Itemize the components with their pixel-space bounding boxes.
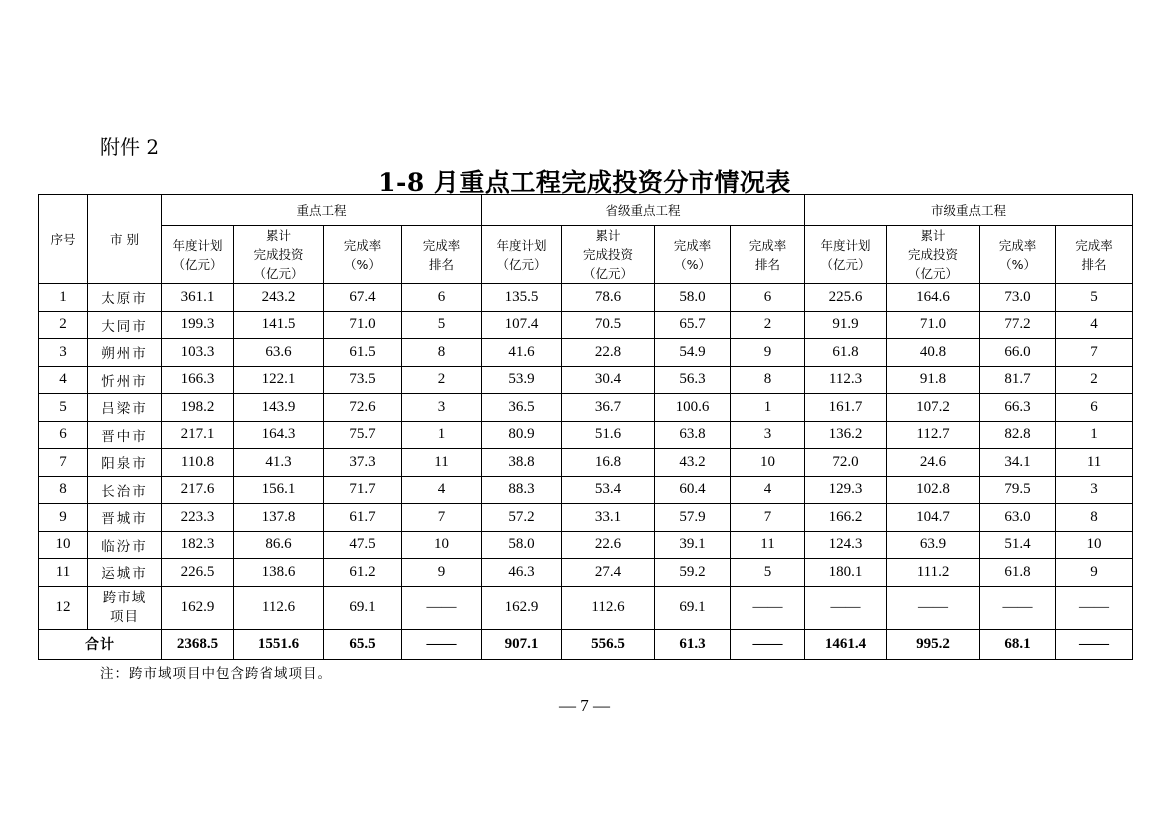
- row-index: 10: [39, 531, 88, 559]
- subheader-line: 完成投资: [908, 247, 959, 262]
- cell-completion-rate: 73.0: [980, 284, 1056, 312]
- cell-completion-rank: 7: [402, 504, 482, 532]
- cell-annual-plan: 72.0: [805, 449, 887, 477]
- cell-completion-rank: 5: [731, 559, 805, 587]
- cell-completion-rank: 7: [731, 504, 805, 532]
- cell-annual-plan: 38.8: [482, 449, 562, 477]
- cell-completion-rate: 73.5: [324, 366, 402, 394]
- cell-completion-rate: 39.1: [655, 531, 731, 559]
- cell-completion-rank: 8: [1056, 504, 1133, 532]
- cell-annual-plan: 112.3: [805, 366, 887, 394]
- cell-annual-plan: 91.9: [805, 311, 887, 339]
- cell-completion-rank: 10: [402, 531, 482, 559]
- cell-completion-rank: 1: [1056, 421, 1133, 449]
- cell-completion-rank: ——: [1056, 586, 1133, 629]
- table-row: [39, 476, 1133, 504]
- cell-completion-rate: 67.4: [324, 284, 402, 312]
- row-city: 忻州市: [88, 366, 162, 394]
- subheader-line: 排名: [755, 256, 781, 272]
- cell-completion-rank: 2: [731, 311, 805, 339]
- header-index: 序号: [39, 195, 88, 284]
- cell-completion-rank: 3: [1056, 476, 1133, 504]
- row-city: 朔州市: [88, 339, 162, 367]
- cell-cumulative-investment: 71.0: [887, 311, 980, 339]
- table-body: [39, 284, 1133, 660]
- city-line: 项目: [110, 608, 139, 625]
- cell-annual-plan: 223.3: [162, 504, 234, 532]
- subheader-line: （亿元）: [820, 256, 871, 272]
- cell-annual-plan: 58.0: [482, 531, 562, 559]
- cell-annual-plan: ——: [805, 586, 887, 629]
- total-completion-rank: ——: [1056, 629, 1133, 659]
- subheader-row: [39, 226, 1133, 284]
- row-city: 阳泉市: [88, 449, 162, 477]
- cell-annual-plan: 36.5: [482, 394, 562, 422]
- cell-completion-rate: 61.8: [980, 559, 1056, 587]
- cell-completion-rate: 65.7: [655, 311, 731, 339]
- cell-cumulative-investment: 27.4: [562, 559, 655, 587]
- cell-completion-rank: 11: [402, 449, 482, 477]
- cell-cumulative-investment: 86.6: [234, 531, 324, 559]
- cell-completion-rank: 7: [1056, 339, 1133, 367]
- cell-completion-rate: 61.7: [324, 504, 402, 532]
- cell-completion-rate: 60.4: [655, 476, 731, 504]
- table-row: [39, 311, 1133, 339]
- total-label: 合计: [39, 629, 162, 659]
- subheader-line: 完成率: [422, 237, 461, 253]
- row-city: 大同市: [88, 311, 162, 339]
- cell-completion-rank: ——: [731, 586, 805, 629]
- cell-cumulative-investment: 164.6: [887, 284, 980, 312]
- cell-completion-rate: 61.2: [324, 559, 402, 587]
- cell-cumulative-investment: 138.6: [234, 559, 324, 587]
- cell-completion-rate: 54.9: [655, 339, 731, 367]
- cell-annual-plan: 166.3: [162, 366, 234, 394]
- total-cumulative-investment: 995.2: [887, 629, 980, 659]
- row-city: 长治市: [88, 476, 162, 504]
- subheader-line: （%）: [674, 256, 711, 272]
- cell-annual-plan: 217.1: [162, 421, 234, 449]
- cell-completion-rank: ——: [402, 586, 482, 629]
- subheader-line: 年度计划: [820, 237, 871, 253]
- cell-annual-plan: 225.6: [805, 284, 887, 312]
- cell-completion-rate: 79.5: [980, 476, 1056, 504]
- table-row: [39, 366, 1133, 394]
- total-row: [39, 629, 1133, 659]
- cell-cumulative-investment: 137.8: [234, 504, 324, 532]
- total-cumulative-investment: 556.5: [562, 629, 655, 659]
- cell-completion-rate: 100.6: [655, 394, 731, 422]
- cell-cumulative-investment: 164.3: [234, 421, 324, 449]
- document-title: 1-8 月重点工程完成投资分市情况表: [378, 168, 791, 197]
- table-row: [39, 504, 1133, 532]
- attachment-label: 附件 2: [100, 135, 160, 159]
- cell-cumulative-investment: 143.9: [234, 394, 324, 422]
- cell-annual-plan: 226.5: [162, 559, 234, 587]
- subheader-line: （亿元）: [172, 256, 223, 272]
- total-completion-rate: 68.1: [980, 629, 1056, 659]
- subheader-cumulative-investment: [562, 226, 655, 284]
- cell-cumulative-investment: 63.6: [234, 339, 324, 367]
- table-row: [39, 559, 1133, 587]
- row-city: 晋城市: [88, 504, 162, 532]
- cell-cumulative-investment: 112.6: [562, 586, 655, 629]
- cell-completion-rate: 56.3: [655, 366, 731, 394]
- table-row: [39, 284, 1133, 312]
- cell-cumulative-investment: 53.4: [562, 476, 655, 504]
- subheader-annual-plan: [162, 226, 234, 284]
- cell-annual-plan: 161.7: [805, 394, 887, 422]
- cell-annual-plan: 217.6: [162, 476, 234, 504]
- cell-cumulative-investment: 51.6: [562, 421, 655, 449]
- cell-annual-plan: 107.4: [482, 311, 562, 339]
- subheader-line: 累计: [595, 228, 621, 243]
- total-completion-rank: ——: [731, 629, 805, 659]
- cell-completion-rank: 11: [731, 531, 805, 559]
- total-completion-rate: 61.3: [655, 629, 731, 659]
- subheader-line: （亿元）: [253, 266, 304, 281]
- cell-completion-rate: 69.1: [324, 586, 402, 629]
- cell-annual-plan: 46.3: [482, 559, 562, 587]
- cell-completion-rate: 59.2: [655, 559, 731, 587]
- cell-completion-rank: 2: [1056, 366, 1133, 394]
- cell-annual-plan: 162.9: [482, 586, 562, 629]
- cell-cumulative-investment: 107.2: [887, 394, 980, 422]
- subheader-cumulative-investment: [234, 226, 324, 284]
- header-group-key-projects: 重点工程: [162, 195, 482, 226]
- cell-cumulative-investment: ——: [887, 586, 980, 629]
- row-index: 3: [39, 339, 88, 367]
- cell-completion-rate: 37.3: [324, 449, 402, 477]
- cell-cumulative-investment: 91.8: [887, 366, 980, 394]
- cell-annual-plan: 61.8: [805, 339, 887, 367]
- cell-completion-rate: 51.4: [980, 531, 1056, 559]
- subheader-line: 排名: [1081, 256, 1107, 272]
- cell-annual-plan: 361.1: [162, 284, 234, 312]
- cell-completion-rate: ——: [980, 586, 1056, 629]
- cell-completion-rate: 82.8: [980, 421, 1056, 449]
- cell-completion-rate: 47.5: [324, 531, 402, 559]
- subheader-line: （亿元）: [908, 266, 959, 281]
- total-completion-rank: ——: [402, 629, 482, 659]
- cell-annual-plan: 135.5: [482, 284, 562, 312]
- subheader-line: （亿元）: [583, 266, 634, 281]
- cell-completion-rank: 9: [402, 559, 482, 587]
- subheader-line: 完成投资: [253, 247, 304, 262]
- cell-cumulative-investment: 243.2: [234, 284, 324, 312]
- row-city: [88, 586, 162, 629]
- subheader-annual-plan: [805, 226, 887, 284]
- cell-annual-plan: 124.3: [805, 531, 887, 559]
- cell-cumulative-investment: 141.5: [234, 311, 324, 339]
- cell-completion-rank: 4: [402, 476, 482, 504]
- cell-completion-rank: 8: [402, 339, 482, 367]
- cell-annual-plan: 41.6: [482, 339, 562, 367]
- subheader-line: 完成率: [673, 237, 712, 253]
- cell-completion-rank: 2: [402, 366, 482, 394]
- cell-completion-rank: 6: [402, 284, 482, 312]
- subheader-completion-rank: [731, 226, 805, 284]
- table-row: [39, 394, 1133, 422]
- cell-annual-plan: 103.3: [162, 339, 234, 367]
- subheader-line: 完成率: [343, 237, 382, 253]
- cell-cumulative-investment: 156.1: [234, 476, 324, 504]
- subheader-completion-rate: [324, 226, 402, 284]
- subheader-line: 年度计划: [496, 237, 547, 253]
- cell-completion-rank: 9: [1056, 559, 1133, 587]
- total-completion-rate: 65.5: [324, 629, 402, 659]
- cell-annual-plan: 53.9: [482, 366, 562, 394]
- subheader-annual-plan: [482, 226, 562, 284]
- cell-cumulative-investment: 22.8: [562, 339, 655, 367]
- subheader-cumulative-investment: [887, 226, 980, 284]
- row-city: 晋中市: [88, 421, 162, 449]
- cell-completion-rank: 8: [731, 366, 805, 394]
- cell-annual-plan: 129.3: [805, 476, 887, 504]
- subheader-completion-rate: [980, 226, 1056, 284]
- row-index: 5: [39, 394, 88, 422]
- subheader-completion-rank: [402, 226, 482, 284]
- cell-completion-rate: 75.7: [324, 421, 402, 449]
- cell-annual-plan: 136.2: [805, 421, 887, 449]
- subheader-line: 完成率: [998, 237, 1037, 253]
- subheader-line: 累计: [920, 228, 946, 243]
- cell-cumulative-investment: 41.3: [234, 449, 324, 477]
- cell-completion-rank: 6: [1056, 394, 1133, 422]
- row-index: 4: [39, 366, 88, 394]
- row-index: 7: [39, 449, 88, 477]
- cell-completion-rank: 4: [731, 476, 805, 504]
- cell-annual-plan: 182.3: [162, 531, 234, 559]
- cell-completion-rate: 43.2: [655, 449, 731, 477]
- row-index: 6: [39, 421, 88, 449]
- table-row: [39, 421, 1133, 449]
- subheader-line: 累计: [265, 228, 291, 243]
- cell-cumulative-investment: 22.6: [562, 531, 655, 559]
- row-index: 12: [39, 586, 88, 629]
- cell-completion-rank: 11: [1056, 449, 1133, 477]
- cell-completion-rank: 1: [402, 421, 482, 449]
- subheader-line: 完成投资: [583, 247, 634, 262]
- header-group-provincial: 省级重点工程: [482, 195, 805, 226]
- subheader-completion-rate: [655, 226, 731, 284]
- cell-cumulative-investment: 63.9: [887, 531, 980, 559]
- page-number: — 7 —: [559, 696, 610, 715]
- cell-cumulative-investment: 111.2: [887, 559, 980, 587]
- cell-completion-rate: 63.8: [655, 421, 731, 449]
- cell-annual-plan: 166.2: [805, 504, 887, 532]
- table-row: [39, 449, 1133, 477]
- cell-cumulative-investment: 78.6: [562, 284, 655, 312]
- cell-annual-plan: 80.9: [482, 421, 562, 449]
- cell-annual-plan: 88.3: [482, 476, 562, 504]
- table-row: [39, 586, 1133, 629]
- cell-cumulative-investment: 102.8: [887, 476, 980, 504]
- total-annual-plan: 2368.5: [162, 629, 234, 659]
- cell-cumulative-investment: 112.7: [887, 421, 980, 449]
- cell-completion-rate: 58.0: [655, 284, 731, 312]
- row-index: 1: [39, 284, 88, 312]
- cell-completion-rate: 66.0: [980, 339, 1056, 367]
- cell-annual-plan: 180.1: [805, 559, 887, 587]
- row-index: 9: [39, 504, 88, 532]
- cell-completion-rate: 71.0: [324, 311, 402, 339]
- cell-cumulative-investment: 33.1: [562, 504, 655, 532]
- cell-completion-rank: 6: [731, 284, 805, 312]
- cell-completion-rank: 5: [1056, 284, 1133, 312]
- row-city: 运城市: [88, 559, 162, 587]
- row-city: 太原市: [88, 284, 162, 312]
- cell-completion-rate: 63.0: [980, 504, 1056, 532]
- cell-completion-rank: 9: [731, 339, 805, 367]
- subheader-line: （亿元）: [496, 256, 547, 272]
- subheader-line: （%）: [999, 256, 1036, 272]
- cell-completion-rate: 72.6: [324, 394, 402, 422]
- cell-completion-rate: 34.1: [980, 449, 1056, 477]
- cell-cumulative-investment: 122.1: [234, 366, 324, 394]
- city-line: 跨市域: [102, 589, 147, 606]
- table-row: [39, 339, 1133, 367]
- subheader-line: 完成率: [1075, 237, 1113, 253]
- cell-cumulative-investment: 36.7: [562, 394, 655, 422]
- cell-completion-rate: 66.3: [980, 394, 1056, 422]
- row-city: 吕梁市: [88, 394, 162, 422]
- subheader-line: 年度计划: [172, 237, 223, 253]
- cell-cumulative-investment: 70.5: [562, 311, 655, 339]
- cell-completion-rate: 61.5: [324, 339, 402, 367]
- investment-table: [38, 194, 1133, 660]
- cell-completion-rank: 3: [731, 421, 805, 449]
- cell-cumulative-investment: 24.6: [887, 449, 980, 477]
- cell-completion-rate: 69.1: [655, 586, 731, 629]
- cell-annual-plan: 57.2: [482, 504, 562, 532]
- cell-completion-rate: 71.7: [324, 476, 402, 504]
- subheader-line: 排名: [429, 256, 455, 272]
- cell-completion-rank: 5: [402, 311, 482, 339]
- cell-annual-plan: 198.2: [162, 394, 234, 422]
- cell-completion-rank: 10: [1056, 531, 1133, 559]
- cell-cumulative-investment: 104.7: [887, 504, 980, 532]
- footnote: 注：跨市域项目中包含跨省域项目。: [100, 666, 332, 682]
- total-annual-plan: 1461.4: [805, 629, 887, 659]
- cell-cumulative-investment: 112.6: [234, 586, 324, 629]
- row-index: 2: [39, 311, 88, 339]
- header-group-municipal: 市级重点工程: [805, 195, 1133, 226]
- cell-completion-rate: 81.7: [980, 366, 1056, 394]
- cell-annual-plan: 162.9: [162, 586, 234, 629]
- cell-completion-rank: 3: [402, 394, 482, 422]
- cell-completion-rank: 1: [731, 394, 805, 422]
- table-row: [39, 531, 1133, 559]
- header-city: 市 别: [88, 195, 162, 284]
- total-cumulative-investment: 1551.6: [234, 629, 324, 659]
- cell-completion-rank: 10: [731, 449, 805, 477]
- subheader-completion-rank: [1056, 226, 1133, 284]
- cell-cumulative-investment: 16.8: [562, 449, 655, 477]
- total-annual-plan: 907.1: [482, 629, 562, 659]
- row-index: 8: [39, 476, 88, 504]
- subheader-line: （%）: [344, 256, 381, 272]
- row-city: 临汾市: [88, 531, 162, 559]
- cell-annual-plan: 110.8: [162, 449, 234, 477]
- cell-completion-rate: 77.2: [980, 311, 1056, 339]
- cell-cumulative-investment: 40.8: [887, 339, 980, 367]
- cell-completion-rank: 4: [1056, 311, 1133, 339]
- cell-cumulative-investment: 30.4: [562, 366, 655, 394]
- subheader-line: 完成率: [748, 237, 787, 253]
- cell-annual-plan: 199.3: [162, 311, 234, 339]
- cell-completion-rate: 57.9: [655, 504, 731, 532]
- row-index: 11: [39, 559, 88, 587]
